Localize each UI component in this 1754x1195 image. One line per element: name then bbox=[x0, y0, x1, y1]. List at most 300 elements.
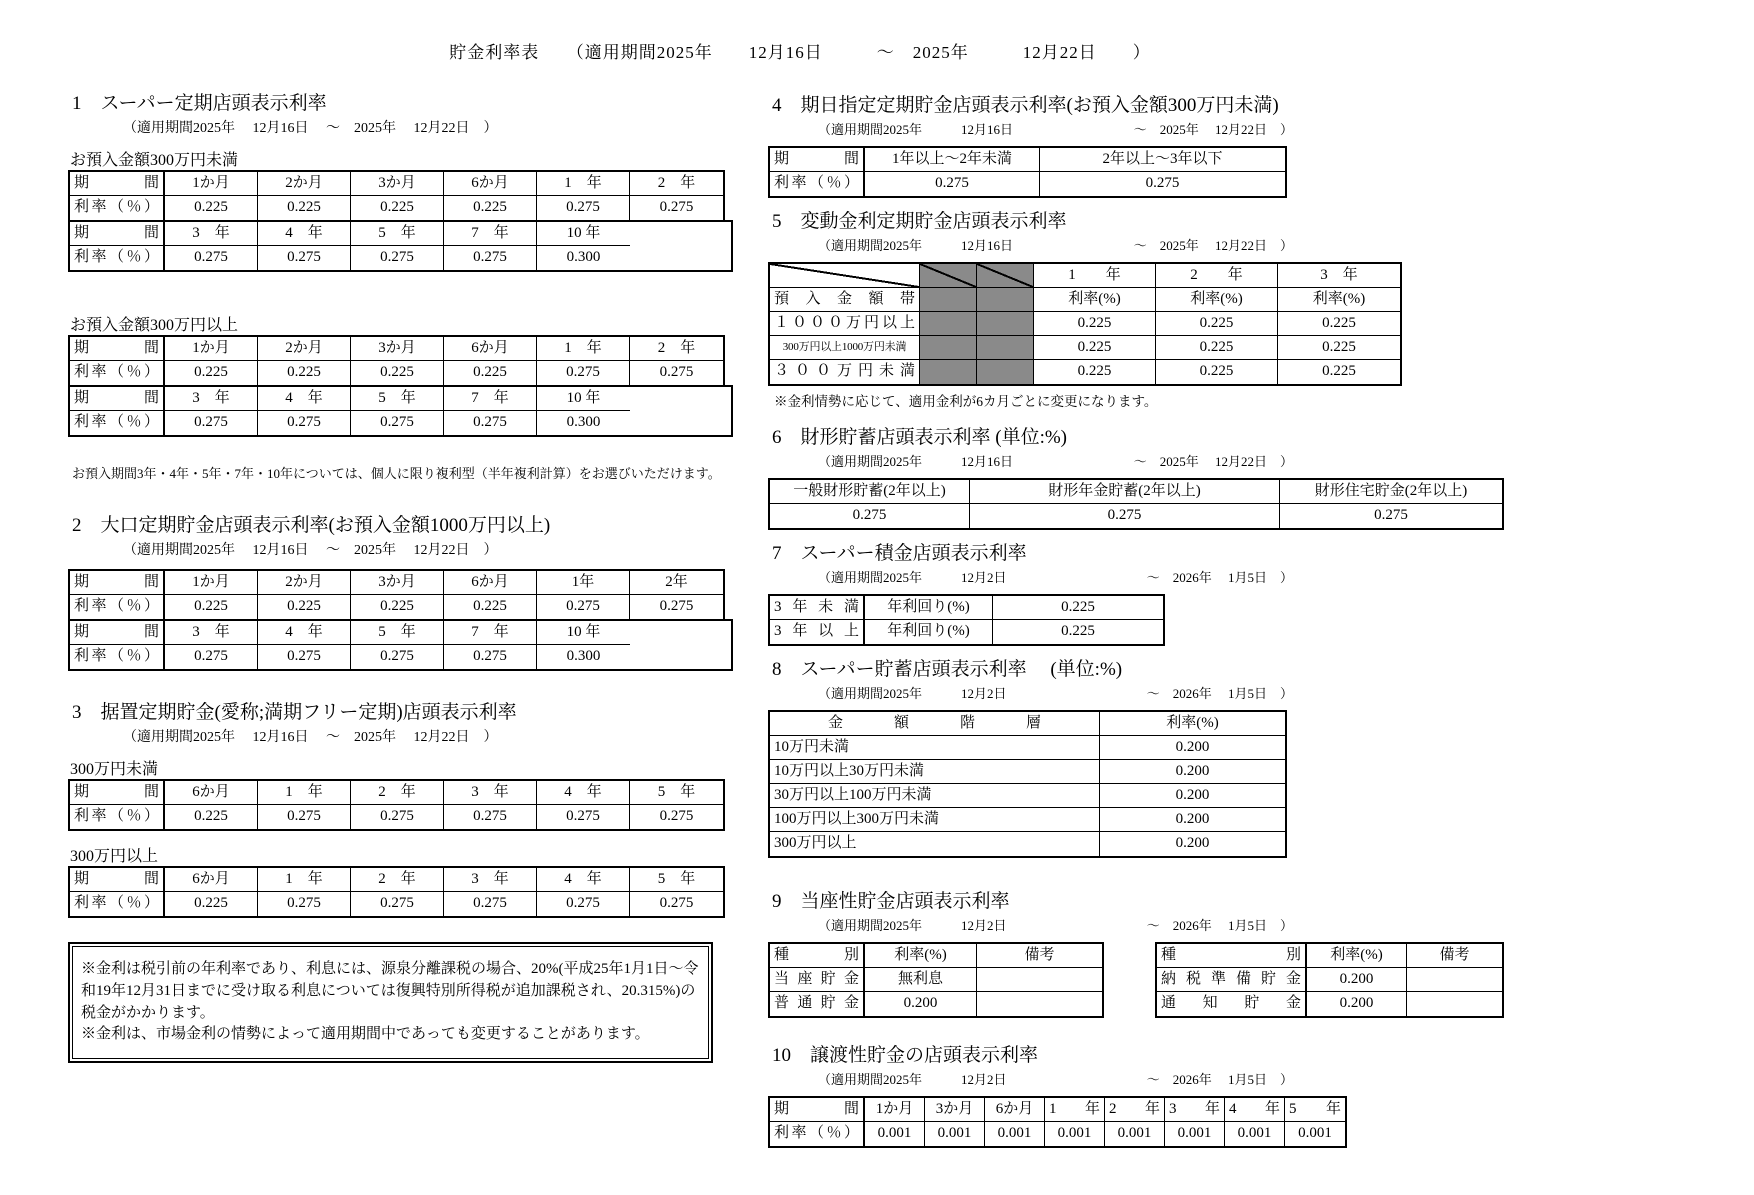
section-sueoki-teiki bbox=[68, 697, 733, 918]
table-cell: 0.275 bbox=[351, 645, 444, 669]
table-cell: 1 年 bbox=[258, 781, 351, 805]
table-cell: 2か月 bbox=[258, 172, 351, 196]
table-row bbox=[1157, 968, 1502, 992]
table-cell: 1か月 bbox=[865, 1098, 925, 1122]
period-from: （適用期間2025年 12月16日 bbox=[818, 454, 1014, 469]
amount-band-label: お預入金額300万円以上 bbox=[70, 317, 239, 334]
masked-cell bbox=[920, 264, 977, 288]
table-cell: 3か月 bbox=[351, 337, 444, 361]
table-cell: 5 年 bbox=[351, 621, 444, 645]
table-cell: 普通貯金 bbox=[770, 992, 865, 1016]
table-row bbox=[770, 596, 1163, 620]
table-cell: 0.275 bbox=[258, 246, 351, 270]
section-period bbox=[818, 1069, 1293, 1088]
table-cell: 0.225 bbox=[1034, 312, 1156, 336]
table-cell: 0.225 bbox=[1156, 312, 1278, 336]
table-cell: 0.225 bbox=[351, 595, 444, 619]
section-period bbox=[818, 451, 1293, 470]
table-cell: 利率（％） bbox=[70, 246, 165, 270]
table-row bbox=[770, 760, 1285, 784]
section-heading: 5 変動金利定期貯金店頭表示利率 bbox=[772, 211, 1067, 232]
table-row bbox=[770, 736, 1285, 760]
table-cell: 4 年 bbox=[258, 222, 351, 246]
table-row bbox=[70, 361, 723, 385]
table-cell: 期 間 bbox=[70, 621, 165, 645]
table-row bbox=[770, 288, 1400, 312]
table-cell: 1 年 bbox=[1045, 1098, 1105, 1122]
section-period: （適用期間2025年 12月16日 ～ 2025年 12月22日 ） bbox=[123, 730, 498, 745]
table-cell: 0.225 bbox=[258, 361, 351, 385]
table-row bbox=[770, 264, 1400, 288]
table-cell: 6か月 bbox=[165, 781, 258, 805]
table-cell: 1 年 bbox=[258, 868, 351, 892]
table-cell: 2 年 bbox=[630, 172, 723, 196]
super-teiki-over300-short-terms-table bbox=[68, 335, 725, 387]
table-cell: 6か月 bbox=[444, 571, 537, 595]
table-cell: 4 年 bbox=[1225, 1098, 1285, 1122]
table-cell: 財形年金貯蓄(2年以上) bbox=[970, 480, 1280, 504]
table-cell: 0.225 bbox=[1322, 363, 1356, 379]
section-period bbox=[818, 915, 1293, 934]
table-cell: 0.275 bbox=[444, 246, 537, 270]
table-row bbox=[770, 172, 1285, 196]
masked-cell bbox=[977, 336, 1034, 360]
table-row bbox=[70, 868, 723, 892]
table-cell: 納税準備貯金 bbox=[1157, 968, 1307, 992]
kijitsu-shitei-table bbox=[768, 146, 1287, 198]
ooguchi-long-terms-table bbox=[68, 619, 733, 671]
table-row bbox=[770, 148, 1285, 172]
table-cell: 10 年 bbox=[537, 222, 630, 246]
table-row bbox=[70, 621, 731, 645]
section-period bbox=[818, 683, 1293, 702]
table-cell: 3 年 bbox=[1278, 264, 1400, 288]
touzasei-tables bbox=[768, 942, 1528, 1018]
rate-revision-note: ※金利情勢に応じて、適用金利が6カ月ごとに変更になります。 bbox=[774, 394, 1158, 409]
section-period bbox=[818, 567, 1293, 586]
table-cell: 3か月 bbox=[351, 571, 444, 595]
amount-band-label: 300万円以上 bbox=[70, 848, 159, 865]
table-row bbox=[70, 387, 731, 411]
table-cell: 0.275 bbox=[659, 808, 694, 824]
section-heading: 7 スーパー積金店頭表示利率 bbox=[772, 543, 1027, 564]
tax-note-box bbox=[68, 942, 713, 1063]
table-cell: 0.275 bbox=[537, 361, 630, 385]
period-from: （適用期間2025年 12月2日 bbox=[818, 686, 1007, 701]
table-cell: 1年 bbox=[537, 571, 630, 595]
table-cell: 利率（％） bbox=[770, 172, 865, 196]
zaikei-table bbox=[768, 478, 1504, 530]
table-cell: 0.275 bbox=[537, 595, 630, 619]
table-row bbox=[770, 784, 1285, 808]
table-cell: 利率（％） bbox=[70, 196, 165, 220]
table-cell: 4 年 bbox=[258, 387, 351, 411]
table-cell: 0.300 bbox=[566, 249, 601, 265]
super-tsumikin-table bbox=[768, 594, 1165, 646]
table-cell: 6か月 bbox=[985, 1098, 1045, 1122]
table-cell: 0.275 bbox=[351, 892, 444, 916]
table-cell: 0.001 bbox=[1225, 1122, 1285, 1146]
table-cell: 期 間 bbox=[70, 387, 165, 411]
rate-change-note-line: ※金利は、市場金利の情勢によって適用期間中であっても変更することがあります。 bbox=[81, 1026, 650, 1043]
table-cell: 5 年 bbox=[630, 781, 723, 805]
table-cell: 0.275 bbox=[258, 805, 351, 829]
table-cell: 0.225 bbox=[165, 805, 258, 829]
table-row bbox=[70, 196, 723, 220]
table-row bbox=[770, 312, 1400, 336]
table-cell bbox=[977, 992, 1102, 1016]
table-cell: 利率（％） bbox=[70, 361, 165, 385]
section-jouotosei-chokin bbox=[768, 1040, 1528, 1148]
table-cell: 期 間 bbox=[70, 868, 165, 892]
table-cell: 期 間 bbox=[70, 781, 165, 805]
table-cell: 0.275 bbox=[351, 805, 444, 829]
table-cell: 5 年 bbox=[630, 868, 723, 892]
table-cell: 期 間 bbox=[70, 172, 165, 196]
ooguchi-short-terms-table bbox=[68, 569, 725, 621]
table-cell: 0.225 bbox=[444, 361, 537, 385]
table-cell: 2 年 bbox=[1156, 264, 1278, 288]
table-cell: 財形住宅貯金(2年以上) bbox=[1280, 480, 1502, 504]
table-row bbox=[70, 411, 731, 435]
table-cell: 0.200 bbox=[1307, 968, 1407, 992]
table-cell: 種 別 bbox=[1157, 944, 1307, 968]
table-cell: 0.275 bbox=[351, 411, 444, 435]
table-cell: 0.275 bbox=[770, 504, 970, 528]
touzasei-right-table bbox=[1155, 942, 1504, 1018]
table-cell: 5 年 bbox=[351, 387, 444, 411]
section-heading: 1 スーパー定期店頭表示利率 bbox=[72, 93, 327, 114]
table-cell: 3年以上 bbox=[770, 620, 865, 644]
table-cell: 一般財形貯蓄(2年以上) bbox=[770, 480, 970, 504]
table-cell: 0.225 bbox=[165, 361, 258, 385]
table-cell: 0.200 bbox=[1100, 808, 1285, 832]
table-cell: 0.275 bbox=[659, 199, 694, 215]
table-row bbox=[70, 805, 723, 829]
table-cell: 0.001 bbox=[985, 1122, 1045, 1146]
table-cell: 2 年 bbox=[351, 868, 444, 892]
table-cell: 0.200 bbox=[865, 992, 977, 1016]
table-cell: 0.225 bbox=[351, 361, 444, 385]
table-cell: 300万円以上 bbox=[770, 832, 1100, 856]
masked-cell bbox=[920, 360, 977, 384]
table-cell: 利率（％） bbox=[70, 595, 165, 619]
table-cell: 3 年 bbox=[165, 222, 258, 246]
table-cell: 6か月 bbox=[165, 868, 258, 892]
table-cell: 0.200 bbox=[1307, 992, 1407, 1016]
section-heading: 10 譲渡性貯金の店頭表示利率 bbox=[772, 1045, 1039, 1066]
table-cell: 預 入 金 額 帯 bbox=[770, 288, 920, 312]
table-cell: 0.225 bbox=[1156, 360, 1278, 384]
table-cell: 0.001 bbox=[865, 1122, 925, 1146]
table-cell: 0.225 bbox=[1034, 336, 1156, 360]
table-row bbox=[770, 1122, 1345, 1146]
table-row bbox=[70, 645, 731, 669]
table-cell: 0.275 bbox=[444, 805, 537, 829]
table-cell: 年利回り(%) bbox=[865, 620, 993, 644]
table-cell: 0.275 bbox=[165, 645, 258, 669]
table-cell: 0.275 bbox=[165, 246, 258, 270]
table-cell: 0.001 bbox=[1105, 1122, 1165, 1146]
period-from: （適用期間2025年 12月2日 bbox=[818, 918, 1007, 933]
table-row bbox=[70, 172, 723, 196]
table-cell: 3年未満 bbox=[770, 596, 865, 620]
section-period: （適用期間2025年 12月16日 ～ 2025年 12月22日 ） bbox=[123, 121, 498, 136]
table-cell: 0.275 bbox=[659, 895, 694, 911]
left-column bbox=[68, 88, 733, 1063]
table-cell: 3 年 bbox=[444, 868, 537, 892]
table-cell: 30万円以上100万円未満 bbox=[770, 784, 1100, 808]
table-cell: 3 年 bbox=[1165, 1098, 1225, 1122]
table-row bbox=[770, 480, 1502, 504]
period-from: （適用期間2025年 12月16日 bbox=[818, 238, 1014, 253]
masked-cell bbox=[977, 360, 1034, 384]
table-cell: 0.001 bbox=[1045, 1122, 1105, 1146]
table-cell bbox=[1407, 968, 1502, 992]
table-cell: 1か月 bbox=[165, 337, 258, 361]
table-cell: 0.275 bbox=[970, 504, 1280, 528]
masked-cell bbox=[920, 312, 977, 336]
table-cell: 0.225 bbox=[351, 196, 444, 220]
period-from: （適用期間2025年 12月2日 bbox=[818, 570, 1007, 585]
table-cell: 種 別 bbox=[770, 944, 865, 968]
amount-band-label: 300万円未満 bbox=[70, 761, 159, 778]
table-cell: 0.225 bbox=[258, 595, 351, 619]
section-heading: 3 据置定期貯金(愛称;満期フリー定期)店頭表示利率 bbox=[72, 702, 517, 723]
compound-interest-note: お預入期間3年・4年・5年・7年・10年については、個人に限り複利型（半年複利計算）をお選びいただけます。 bbox=[72, 466, 721, 481]
table-cell: 利率(%) bbox=[1156, 288, 1278, 312]
table-cell: 期 間 bbox=[70, 337, 165, 361]
section-heading: 8 スーパー貯蓄店頭表示利率 (単位:%) bbox=[772, 659, 1123, 680]
sueoki-under300-table bbox=[68, 779, 725, 831]
table-cell: 利率（％） bbox=[70, 645, 165, 669]
table-row bbox=[770, 1098, 1345, 1122]
table-cell: 利率(%) bbox=[1034, 288, 1156, 312]
masked-cell bbox=[920, 288, 977, 312]
masked-cell bbox=[977, 288, 1034, 312]
section-period: （適用期間2025年 12月16日 ～ 2025年 12月22日 ） bbox=[123, 543, 498, 558]
table-cell: 7 年 bbox=[444, 387, 537, 411]
super-teiki-under300-short-terms-table bbox=[68, 170, 725, 222]
right-column bbox=[768, 90, 1528, 1148]
period-to: ～ 2025年 12月22日 ） bbox=[1133, 238, 1293, 253]
table-cell: 2年 bbox=[630, 571, 723, 595]
table-cell: 0.225 bbox=[1034, 360, 1156, 384]
page-title: 貯金利率表 （適用期間2025年 12月16日 ～ 2025年 12月22日 ） bbox=[449, 43, 1151, 62]
table-row bbox=[770, 620, 1163, 644]
table-cell: 期 間 bbox=[770, 148, 865, 172]
table-cell: 1か月 bbox=[165, 571, 258, 595]
table-cell: 0.225 bbox=[993, 596, 1163, 620]
table-cell: 0.275 bbox=[258, 411, 351, 435]
table-cell: 300万円以上1000万円未満 bbox=[770, 336, 920, 360]
super-chochiku-table bbox=[768, 710, 1287, 858]
table-row bbox=[770, 360, 1400, 384]
section-heading: 4 期日指定定期貯金店頭表示利率(お預入金額300万円未満) bbox=[772, 95, 1279, 116]
tax-note-line: ※金利は税引前の年利率であり、利息には、源泉分離課税の場合、20%(平成25年1月1日～令和19年12月31日までに受け取る利息については復興特別所得税が追加課税され、20.315%)の税金がかかります。 bbox=[81, 961, 699, 1021]
table-cell: 無利息 bbox=[865, 968, 977, 992]
table-cell: 0.001 bbox=[1165, 1122, 1225, 1146]
table-row bbox=[70, 222, 731, 246]
table-row bbox=[70, 337, 723, 361]
table-row bbox=[770, 504, 1502, 528]
table-cell: 10万円未満 bbox=[770, 736, 1100, 760]
table-cell: 10 年 bbox=[537, 387, 630, 411]
period-to: ～ 2025年 12月22日 ） bbox=[1133, 122, 1293, 137]
table-cell: 利率(%) bbox=[1278, 288, 1400, 312]
table-cell: 0.300 bbox=[566, 648, 601, 664]
masked-cell bbox=[977, 312, 1034, 336]
table-cell: 0.200 bbox=[1100, 760, 1285, 784]
table-cell: 0.275 bbox=[165, 411, 258, 435]
table-cell: 0.225 bbox=[165, 595, 258, 619]
table-cell: 当座貯金 bbox=[770, 968, 865, 992]
table-cell: 0.300 bbox=[566, 414, 601, 430]
table-cell: 5 年 bbox=[1285, 1098, 1345, 1122]
table-row bbox=[770, 808, 1285, 832]
section-touzasei-chokin bbox=[768, 886, 1528, 1018]
table-cell: 100万円以上300万円未満 bbox=[770, 808, 1100, 832]
section-ooguchi-teiki bbox=[68, 510, 733, 671]
table-cell: 3か月 bbox=[925, 1098, 985, 1122]
table-row bbox=[770, 712, 1285, 736]
period-to: ～ 2026年 1月5日 ） bbox=[1146, 570, 1293, 585]
table-cell: 4 年 bbox=[258, 621, 351, 645]
table-cell: 3 年 bbox=[165, 387, 258, 411]
table-cell: 利率（％） bbox=[70, 805, 165, 829]
table-cell: 0.225 bbox=[1278, 312, 1400, 336]
table-cell: 利率（％） bbox=[70, 892, 165, 916]
table-cell: 3 年 bbox=[444, 781, 537, 805]
table-cell: 0.275 bbox=[537, 805, 630, 829]
table-cell: 0.001 bbox=[1298, 1125, 1332, 1141]
table-row bbox=[70, 781, 723, 805]
table-cell: 0.225 bbox=[444, 595, 537, 619]
table-cell: 2年以上～3年以下 bbox=[1040, 148, 1285, 172]
table-row bbox=[770, 944, 1102, 968]
section-heading: 6 財形貯蓄店頭表示利率 (単位:%) bbox=[772, 427, 1068, 448]
table-cell: 1 年 bbox=[1034, 264, 1156, 288]
section-heading: 2 大口定期貯金店頭表示利率(お預入金額1000万円以上) bbox=[72, 515, 551, 536]
table-cell: 2か月 bbox=[258, 337, 351, 361]
table-cell: 金 額 階 層 bbox=[770, 712, 1100, 736]
table-cell: 0.001 bbox=[925, 1122, 985, 1146]
tax-note-box-inner bbox=[72, 946, 709, 1059]
table-cell: ３００万円未満 bbox=[770, 360, 920, 384]
table-row bbox=[70, 571, 723, 595]
amount-band-label: お預入金額300万円未満 bbox=[70, 152, 239, 169]
table-cell: 3 年 bbox=[165, 621, 258, 645]
table-cell: 期 間 bbox=[70, 571, 165, 595]
table-cell: 7 年 bbox=[444, 621, 537, 645]
table-cell: 通 知 貯 金 bbox=[1157, 992, 1307, 1016]
table-cell: 2か月 bbox=[258, 571, 351, 595]
table-cell: 年利回り(%) bbox=[865, 596, 993, 620]
table-cell: 6か月 bbox=[444, 172, 537, 196]
table-cell: 10 年 bbox=[537, 621, 630, 645]
table-cell: 0.225 bbox=[165, 892, 258, 916]
table-cell: 0.225 bbox=[165, 196, 258, 220]
table-row bbox=[70, 595, 723, 619]
table-cell: 0.275 bbox=[444, 645, 537, 669]
table-row bbox=[1157, 992, 1502, 1016]
table-cell: 0.275 bbox=[537, 196, 630, 220]
table-cell: 0.275 bbox=[865, 172, 1040, 196]
table-cell: 0.200 bbox=[1175, 835, 1210, 851]
table-cell: 0.275 bbox=[1145, 175, 1180, 191]
table-cell: 2 年 bbox=[351, 781, 444, 805]
table-row bbox=[770, 992, 1102, 1016]
table-cell: 利率(%) bbox=[865, 944, 977, 968]
table-cell bbox=[770, 264, 920, 288]
table-row bbox=[1157, 944, 1502, 968]
table-cell: 期 間 bbox=[770, 1098, 865, 1122]
section-zaikei-chochiku bbox=[768, 422, 1528, 530]
table-cell: 期 間 bbox=[70, 222, 165, 246]
table-cell: 0.275 bbox=[537, 892, 630, 916]
table-cell: 7 年 bbox=[444, 222, 537, 246]
table-cell: 10万円以上30万円未満 bbox=[770, 760, 1100, 784]
table-cell: 利率(%) bbox=[1100, 712, 1285, 736]
period-to: ～ 2025年 12月22日 ） bbox=[1133, 454, 1293, 469]
super-teiki-under300-long-terms-table bbox=[68, 220, 733, 272]
table-cell: １０００万円以上 bbox=[770, 312, 920, 336]
table-cell: 1年以上～2年未満 bbox=[865, 148, 1040, 172]
section-period bbox=[818, 235, 1293, 254]
table-cell: 0.275 bbox=[1374, 507, 1408, 523]
section-period bbox=[818, 119, 1293, 138]
table-row bbox=[770, 832, 1285, 856]
jouotosei-table bbox=[768, 1096, 1347, 1148]
table-cell: 0.225 bbox=[1278, 336, 1400, 360]
table-cell: 0.275 bbox=[659, 598, 694, 614]
masked-cell bbox=[920, 336, 977, 360]
super-teiki-over300-long-terms-table bbox=[68, 385, 733, 437]
section-super-chochiku bbox=[768, 654, 1528, 858]
table-cell: 2 年 bbox=[630, 337, 723, 361]
section-super-teiki bbox=[68, 88, 733, 482]
table-cell: 0.200 bbox=[1100, 736, 1285, 760]
touzasei-left-table bbox=[768, 942, 1104, 1018]
table-cell: 0.275 bbox=[444, 892, 537, 916]
table-row bbox=[770, 336, 1400, 360]
section-hendou-kinri bbox=[768, 206, 1528, 410]
table-cell: 5 年 bbox=[351, 222, 444, 246]
table-cell: 1 年 bbox=[537, 337, 630, 361]
table-cell: 1 年 bbox=[537, 172, 630, 196]
table-row bbox=[770, 968, 1102, 992]
table-cell: 0.275 bbox=[351, 246, 444, 270]
period-to: ～ 2026年 1月5日 ） bbox=[1146, 1072, 1293, 1087]
period-from: （適用期間2025年 12月2日 bbox=[818, 1072, 1007, 1087]
section-heading: 9 当座性貯金店頭表示利率 bbox=[772, 891, 1010, 912]
masked-cell bbox=[977, 264, 1034, 288]
table-cell: 0.225 bbox=[258, 196, 351, 220]
table-cell bbox=[1407, 992, 1502, 1016]
table-cell: 0.275 bbox=[444, 411, 537, 435]
table-cell: 0.225 bbox=[1156, 336, 1278, 360]
table-cell: 0.275 bbox=[258, 645, 351, 669]
section-kijitsu-shitei bbox=[768, 90, 1528, 198]
period-from: （適用期間2025年 12月16日 bbox=[818, 122, 1014, 137]
table-cell: 備考 bbox=[1407, 944, 1502, 968]
table-row bbox=[70, 246, 731, 270]
table-cell: 0.200 bbox=[1100, 784, 1285, 808]
table-cell: 0.275 bbox=[258, 892, 351, 916]
table-cell: 利率(%) bbox=[1307, 944, 1407, 968]
sueoki-over300-table bbox=[68, 866, 725, 918]
table-cell: 利率（％） bbox=[70, 411, 165, 435]
